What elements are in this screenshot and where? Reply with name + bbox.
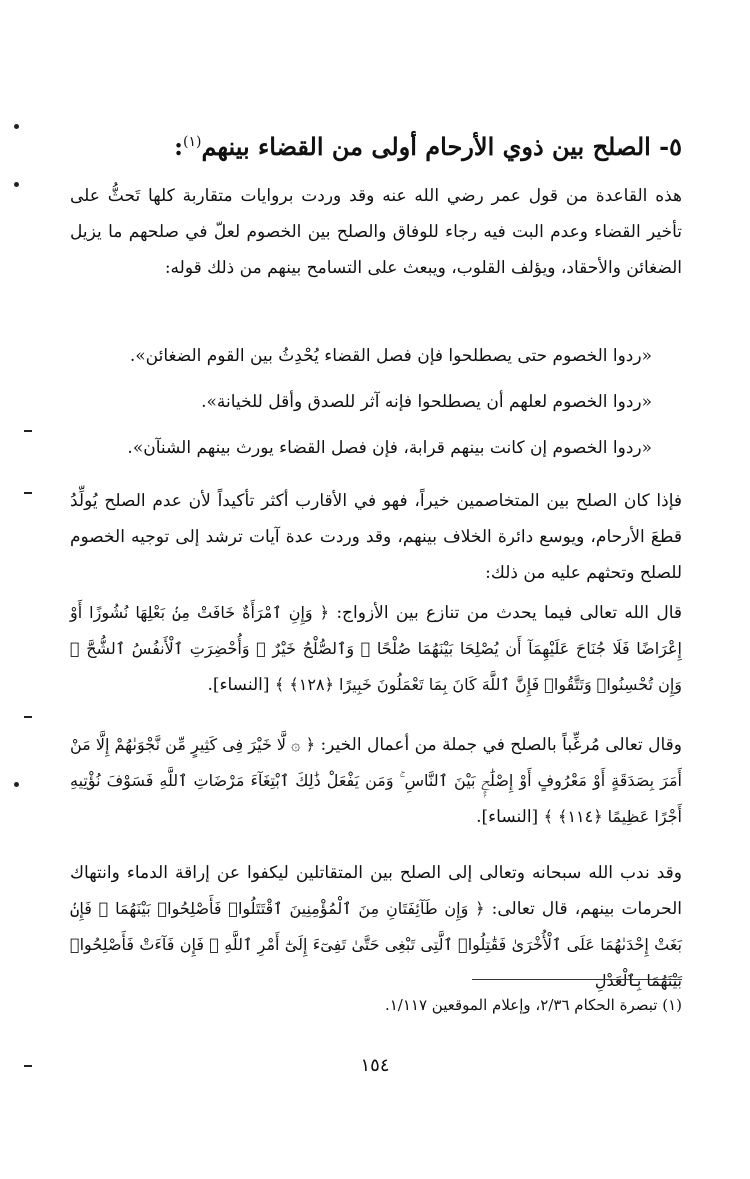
- margin-mark: [24, 1065, 32, 1067]
- verse-paragraph-2: [70, 727, 682, 835]
- margin-mark: [24, 492, 32, 494]
- verse-2-text: ﴿ ۞ لَّا خَيْرَ فِى كَثِيرٍ مِّن نَّجْوَىٰهُمْ إِلَّا مَنْ أَمَرَ بِصَدَقَةٍ أَوْ مَعْرُوفٍ أَوْ إِصْلَٰحٍۭ بَيْنَ ٱلنَّاسِ ۚ وَمَن يَفْعَلْ ذَٰلِكَ ٱبْتِغَآءَ مَرْضَاتِ ٱللَّهِ فَسَوْفَ نُؤْتِيهِ أَجْرًا عَظِيمًا ﴿١١٤﴾ ﴾: [70, 735, 682, 826]
- verse-2-source: [النساء].: [476, 807, 539, 827]
- quote-2: «ردوا الخصوم لعلهم أن يصطلحوا فإنه آثر للصدق وأقل للخيانة».: [201, 392, 652, 412]
- quote-3: «ردوا الخصوم إن كانت بينهم قرابة، فإن فصل القضاء يورث بينهم الشنآن».: [127, 438, 652, 458]
- section-heading: [82, 122, 682, 167]
- heading-footnote-ref[interactable]: (١): [182, 134, 202, 150]
- verse-1-source: [النساء].: [207, 675, 270, 695]
- footnote-1: (١) تبصرة الحكام ٢/٣٦، وإعلام الموقعين ١/١١٧.: [384, 996, 682, 1014]
- verse-2-lead: وقال تعالى مُرغِّباً بالصلح في جملة من أعمال الخير:: [320, 735, 682, 755]
- page-number: ١٥٤: [360, 1055, 390, 1076]
- verse-paragraph-1: [70, 595, 682, 703]
- margin-mark: [14, 124, 19, 129]
- verse-3-lead: وقد ندب الله سبحانه وتعالى إلى الصلح بين المتقاتلين ليكفوا عن إراقة الدماء وانتهاك الحرمات بينهم، قال تعالى:: [70, 863, 683, 919]
- intro-paragraph: هذه القاعدة من قول عمر رضي الله عنه وقد وردت بروايات متقاربة كلها تَحثُّ على تأخير القضاء وعدم البت فيه رجاء للوفاق والصلح بين الخصوم لعلّ في صلحهم ما يزيل الضغائن والأحقاد، ويؤلف القلوب، ويبعث على التسامح بينهم من ذلك قوله:: [70, 186, 682, 278]
- verse-1-lead: قال الله تعالى فيما يحدث من تنازع بين الأزواج:: [336, 603, 683, 623]
- verse-3-text: ﴿ وَإِن طَآئِفَتَانِ مِنَ ٱلْمُؤْمِنِينَ ٱقْتَتَلُوا۟ فَأَصْلِحُوا۟ بَيْنَهُمَا ۖ فَإِنۢ بَغَتْ إِحْدَىٰهُمَا عَلَى ٱلْأُخْرَىٰ فَقَٰتِلُوا۟ ٱلَّتِى تَبْغِى حَتَّىٰ تَفِىٓءَ إِلَىٰٓ أَمْرِ ٱللَّهِ ۚ فَإِن فَآءَتْ فَأَصْلِحُوا۟ بَيْنَهُمَا بِٱلْعَدْلِ: [70, 899, 682, 990]
- heading-colon: :: [174, 132, 183, 161]
- verse-1-text: ﴿ وَإِنِ ٱمْرَأَةٌ خَافَتْ مِنۢ بَعْلِهَا نُشُوزًا أَوْ إِعْرَاضًا فَلَا جُنَاحَ عَلَيْهِمَآ أَن يُصْلِحَا بَيْنَهُمَا صُلْحًا ۚ وَٱلصُّلْحُ خَيْرٌ ۗ وَأُحْضِرَتِ ٱلْأَنفُسُ ٱلشُّحَّ ۚ وَإِن تُحْسِنُوا۟ وَتَتَّقُوا۟ فَإِنَّ ٱللَّهَ كَانَ بِمَا تَعْمَلُونَ خَبِيرًا ﴿١٢٨﴾ ﴾: [70, 603, 682, 694]
- footnote-divider: [472, 979, 682, 980]
- margin-mark: [24, 716, 32, 718]
- quote-1: «ردوا الخصوم حتى يصطلحوا فإن فصل القضاء يُحْدِثُ بين القوم الضغائن».: [129, 346, 652, 366]
- heading-text: ٥- الصلح بين ذوي الأرحام أولى من القضاء بينهم: [201, 132, 682, 161]
- margin-mark: [24, 430, 32, 432]
- margin-mark: [14, 182, 19, 187]
- paragraph-2: فإذا كان الصلح بين المتخاصمين خيراً، فهو في الأقارب أكثر تأكيداً لأن عدم الصلح يُولِّدُ قطعَ الأرحام، ويوسع دائرة الخلاف بينهم، وقد وردت عدة آيات ترشد إلى توجيه الخصوم للصلح وتحثهم عليه من ذلك:: [70, 491, 683, 583]
- verse-paragraph-3: [70, 855, 682, 999]
- margin-mark: [14, 782, 19, 787]
